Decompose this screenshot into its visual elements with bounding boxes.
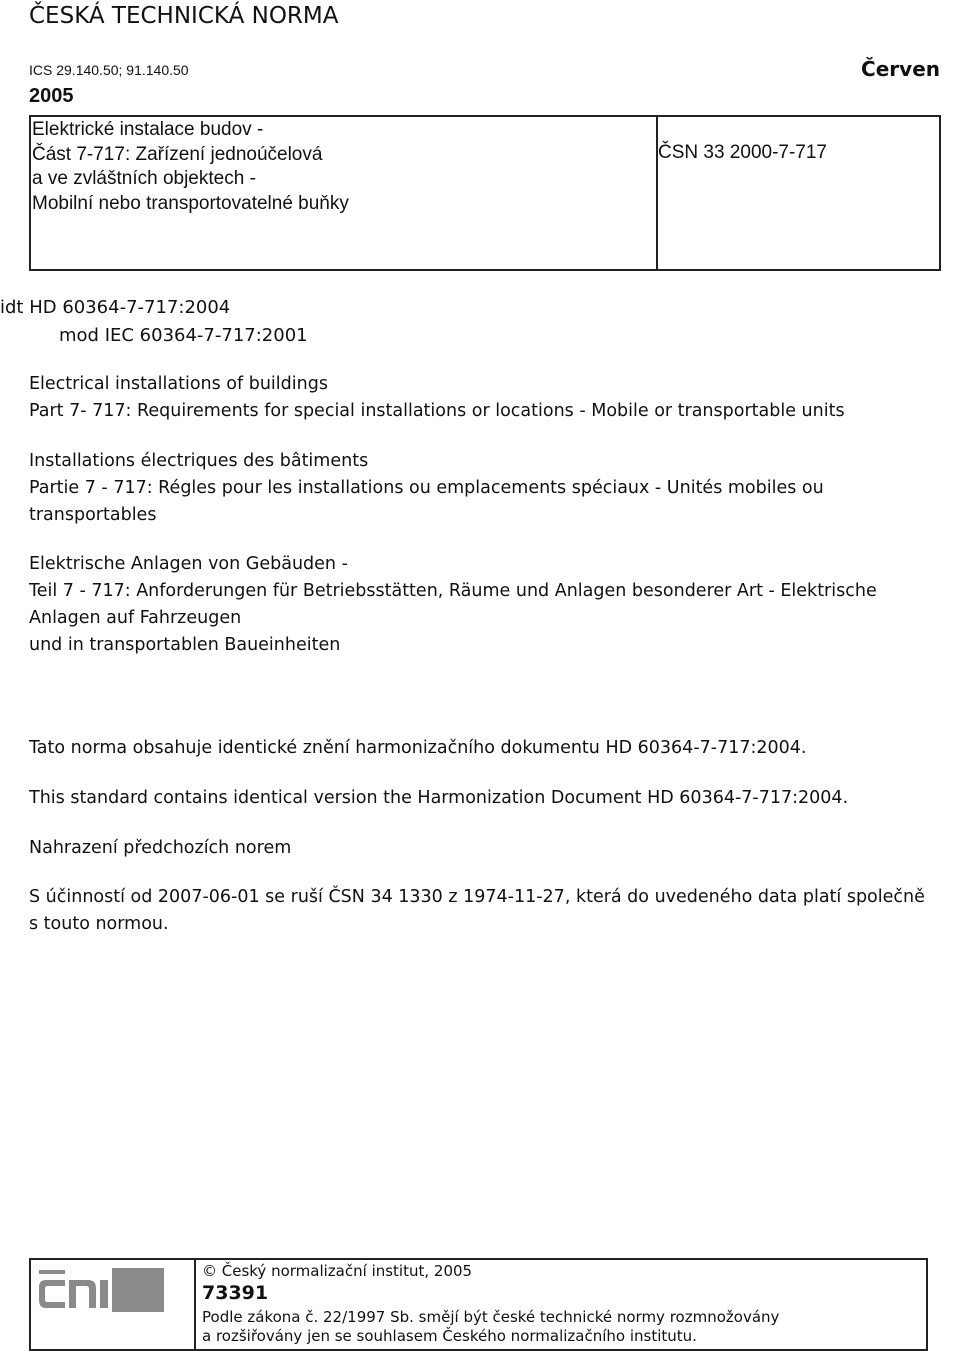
replacement-text-line: s touto normou.	[29, 914, 169, 934]
title-block	[29, 115, 941, 271]
german-title-line: Teil 7 - 717: Anforderungen für Betriebsstätten, Räume und Anlagen besonderer Art - Elektrische	[29, 581, 877, 601]
cni-logo-icon	[36, 1268, 164, 1312]
czech-title-line: Část 7-717: Zařízení jednoúčelová	[32, 144, 323, 165]
replacement-text-line: S účinností od 2007-06-01 se ruší ČSN 34 1330 z 1974-11-27, která do uvedeného data platí společně	[29, 887, 925, 907]
standard-type-heading: ČESKÁ TECHNICKÁ NORMA	[29, 3, 339, 29]
title-block-divider	[656, 117, 658, 269]
replacement-heading: Nahrazení předchozích norem	[29, 838, 292, 858]
footer-block	[29, 1258, 928, 1351]
french-title-line: Partie 7 - 717: Régles pour les installations ou emplacements spéciaux - Unités mobiles ou	[29, 478, 824, 498]
legal-notice-line: Podle zákona č. 22/1997 Sb. smějí být české technické normy rozmnožovány	[202, 1308, 780, 1326]
document-number: 73391	[202, 1282, 269, 1304]
footer-divider	[194, 1260, 196, 1349]
publication-month: Červen	[861, 57, 940, 81]
ics-code: ICS 29.140.50; 91.140.50	[29, 62, 189, 78]
idt-reference: idt HD 60364-7-717:2004	[0, 297, 231, 318]
czech-title-line: a ve zvláštních objektech -	[32, 168, 256, 189]
german-title-line: Elektrische Anlagen von Gebäuden -	[29, 554, 348, 574]
czech-harmonization-statement: Tato norma obsahuje identické znění harmonizačního dokumentu HD 60364-7-717:2004.	[29, 738, 807, 758]
copyright-notice: © Český normalizační institut, 2005	[202, 1262, 473, 1280]
english-title-line: Electrical installations of buildings	[29, 374, 328, 394]
english-harmonization-statement: This standard contains identical version the Harmonization Document HD 60364-7-717:2004.	[29, 788, 849, 808]
csn-number: ČSN 33 2000-7-717	[658, 142, 827, 163]
mod-reference: mod IEC 60364-7-717:2001	[59, 325, 308, 346]
english-title-line: Part 7- 717: Requirements for special installations or locations - Mobile or transportable units	[29, 401, 845, 421]
czech-title-line: Elektrické instalace budov -	[32, 119, 264, 140]
french-title-line: Installations électriques des bâtiments	[29, 451, 369, 471]
czech-title-line: Mobilní nebo transportovatelné buňky	[32, 193, 349, 214]
legal-notice-line: a rozšiřovány jen se souhlasem Českého normalizačního institutu.	[202, 1327, 697, 1345]
german-title-line: und in transportablen Baueinheiten	[29, 635, 341, 655]
german-title-line: Anlagen auf Fahrzeugen	[29, 608, 242, 628]
french-title-line: transportables	[29, 505, 157, 525]
publication-year: 2005	[29, 85, 74, 107]
